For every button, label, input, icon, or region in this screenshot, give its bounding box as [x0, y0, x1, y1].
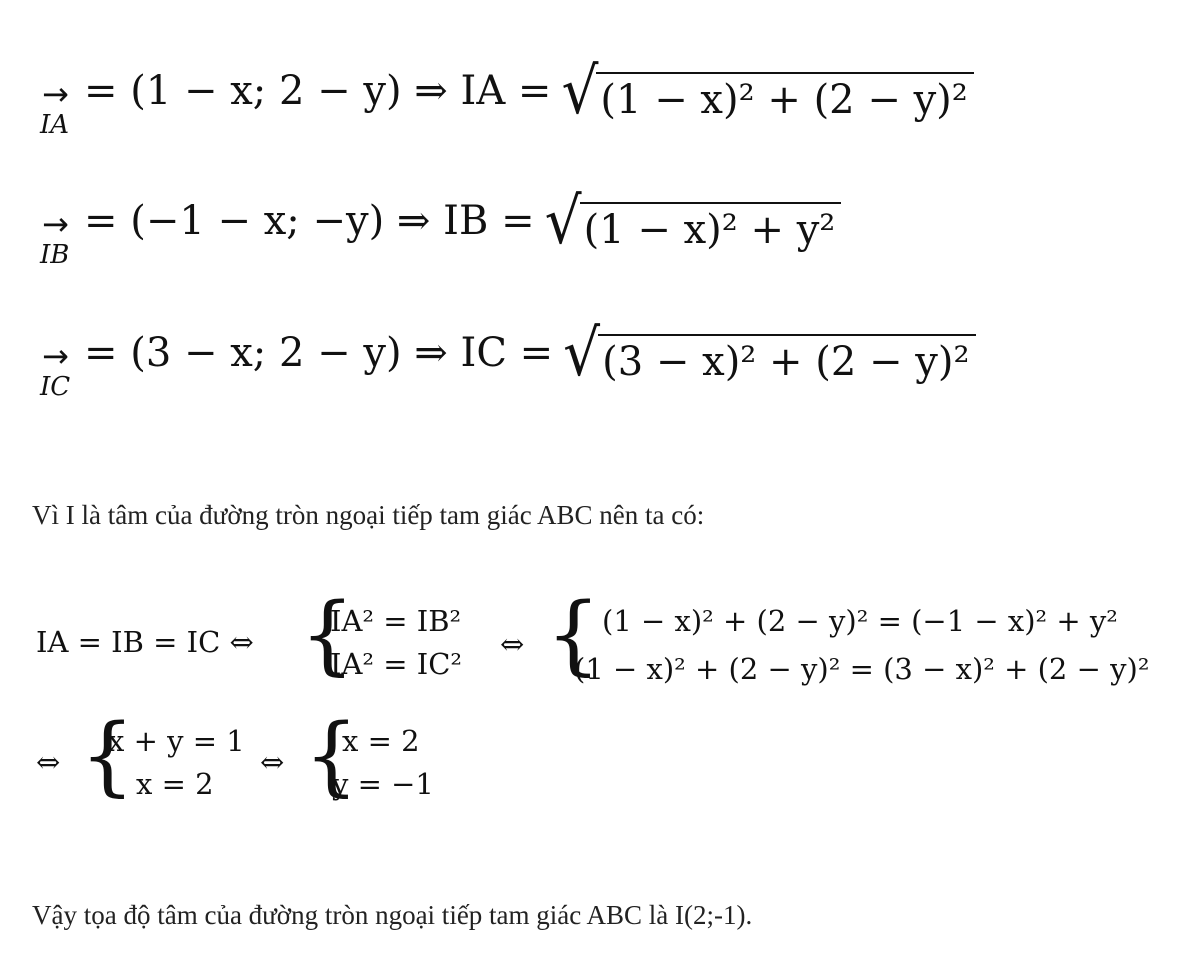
left-brace-icon: { — [304, 706, 359, 806]
vector-label: IB — [40, 240, 70, 270]
radical-icon: √ — [561, 53, 599, 129]
system-line: IA² = IC² — [330, 647, 463, 681]
arrow-icon: → — [42, 75, 69, 113]
equation-text: = (1 − x; 2 − y) ⇒ IA = — [84, 68, 552, 114]
system-line: x + y = 1 — [108, 724, 245, 758]
radicand: (3 − x)² + (2 − y)² — [598, 334, 975, 382]
radical-icon: √ — [563, 315, 601, 391]
vector-ia-symbol — [40, 50, 86, 150]
square-root — [544, 183, 842, 259]
system-lead: IA = IB = IC ⇔ — [36, 625, 254, 659]
vector-ib-symbol — [40, 180, 86, 280]
square-root — [563, 315, 975, 391]
radical-icon: √ — [544, 183, 582, 259]
expanded-line: (1 − x)² + (2 − y)² = (−1 − x)² + y² — [602, 604, 1118, 638]
left-brace-icon: { — [300, 585, 355, 685]
equation-text: = (3 − x; 2 − y) ⇒ IC = — [84, 330, 554, 376]
equation-text: = (−1 − x; −y) ⇒ IB = — [84, 198, 535, 244]
left-brace-icon: { — [546, 585, 601, 685]
system-lead: ⇔ — [36, 745, 61, 779]
equivalence-arrow: ⇔ — [500, 627, 525, 661]
vector-label: IC — [40, 372, 71, 402]
radicand: (1 − x)² + (2 − y)² — [596, 72, 973, 120]
conclusion-paragraph: Vậy tọa độ tâm của đường tròn ngoại tiếp tam giác ABC là I(2;-1). — [32, 900, 753, 930]
system-line: IA² = IB² — [330, 604, 462, 638]
left-brace-icon: { — [80, 706, 135, 806]
solution-line: x = 2 — [342, 724, 420, 758]
arrow-icon: → — [42, 337, 69, 375]
system-line: x = 2 — [136, 767, 214, 801]
solution-line: y = −1 — [332, 767, 434, 801]
equivalence-arrow: ⇔ — [260, 745, 285, 779]
arrow-icon: → — [42, 205, 69, 243]
square-root — [561, 53, 973, 129]
radicand: (1 − x)² + y² — [580, 202, 842, 250]
expanded-line: (1 − x)² + (2 − y)² = (3 − x)² + (2 − y)² — [574, 652, 1150, 686]
reasoning-paragraph: Vì I là tâm của đường tròn ngoại tiếp tam giác ABC nên ta có: — [32, 500, 705, 530]
vector-label: IA — [40, 110, 70, 140]
vector-ic-symbol — [40, 312, 86, 412]
